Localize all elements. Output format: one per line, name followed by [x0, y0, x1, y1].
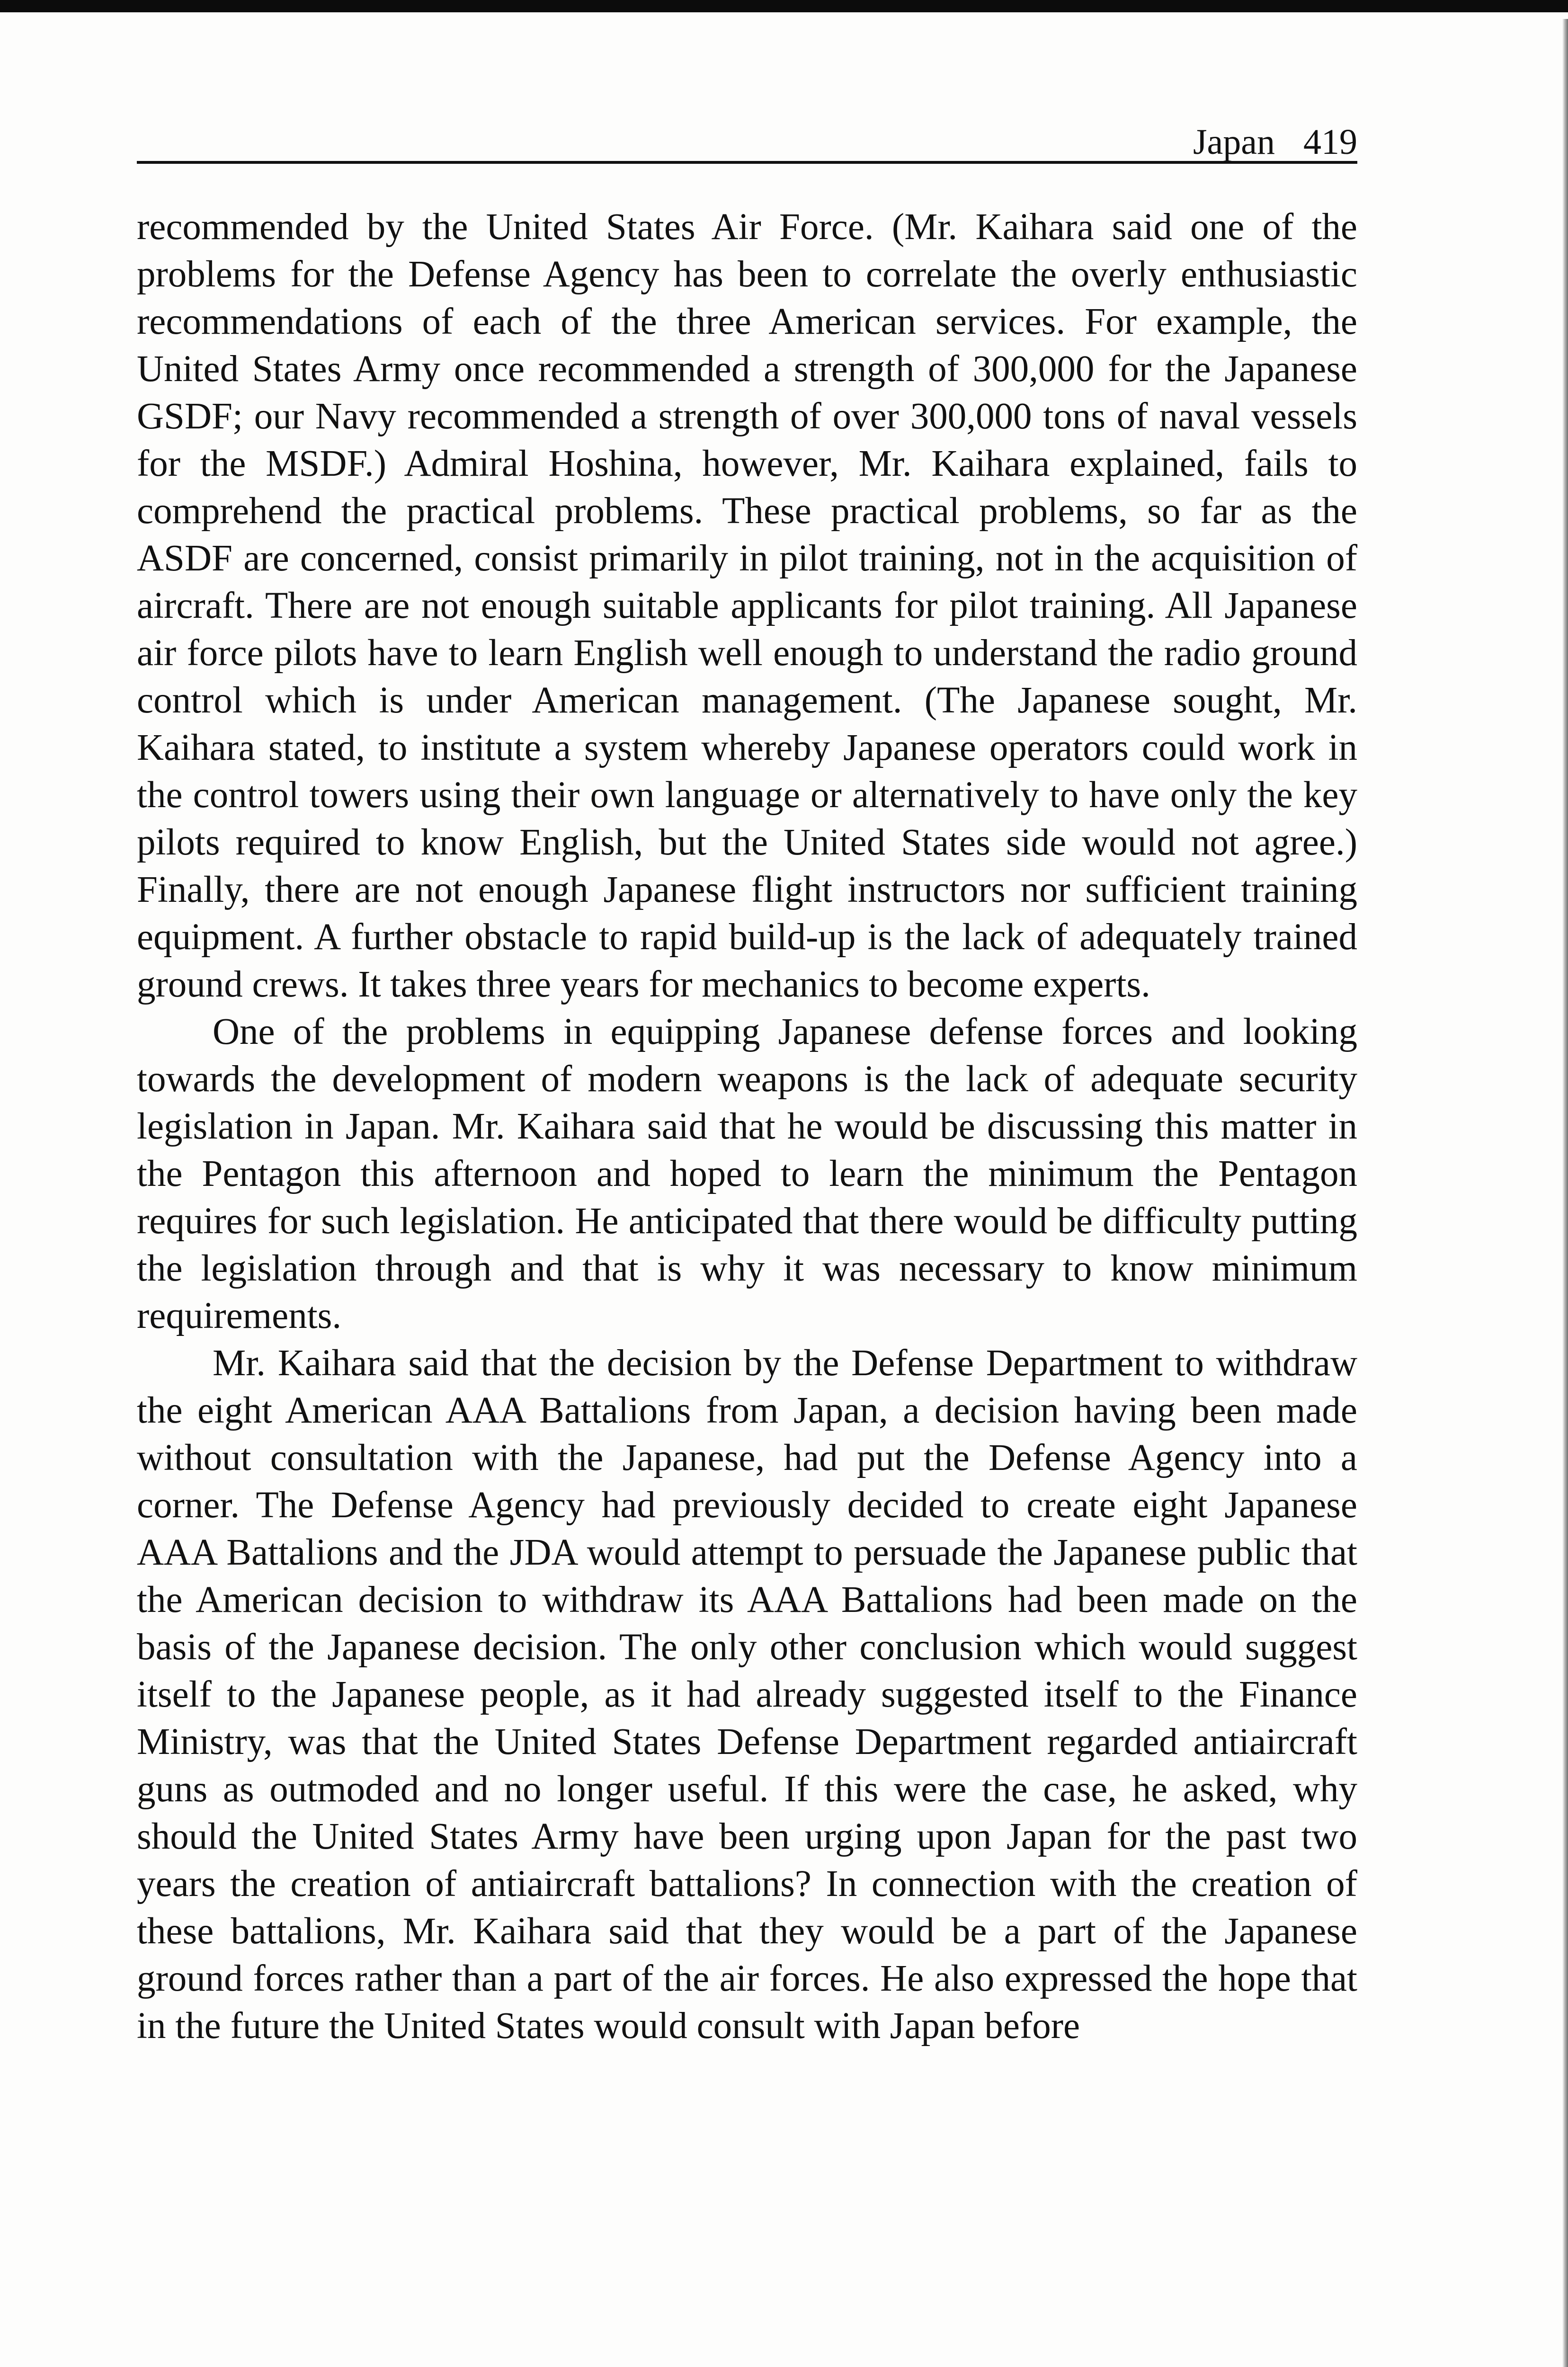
- body-text: [137, 204, 1357, 2050]
- paragraph-aaa-battalions: Mr. Kaihara said that the decision by the Defense Department to withdraw the eight American AAA Battalions from Japan, a decision having been made without consultation with the Japanese, had put the Defense Agency into a corner. The Defense Agency had previously decided to create eight Japanese AAA Battalions and the JDA would attempt to persuade the Japanese public that the American decision to withdraw its AAA Battalions had been made on the basis of the Japanese decision. The only other conclusion which would suggest itself to the Japanese people, as it had already suggested itself to the Finance Ministry, was that the United States Defense Department regarded antiaircraft guns as outmoded and no longer useful. If this were the case, he asked, why should the United States Army have been urging upon Japan for the past two years the creation of antiaircraft battalions? In connection with the creation of these battalions, Mr. Kaihara said that they would be a part of the Japanese ground forces rather than a part of the air forces. He also expressed the hope that in the future the United States would consult with Japan before: [137, 1343, 1357, 2047]
- page-header: [137, 114, 1357, 164]
- paragraph-security-legislation: One of the problems in equipping Japanese defense forces and looking towards the development of modern weapons is the lack of adequate security legislation in Japan. Mr. Kaihara said that he would be discussing this matter in the Pentagon this afternoon and hoped to learn the minimum the Pentagon requires for such legislation. He anticipated that there would be difficulty putting the legislation through and that is why it was necessary to know minimum requirements.: [137, 1011, 1357, 1336]
- running-head-title: Japan: [1193, 122, 1275, 162]
- running-head: [1193, 124, 1357, 160]
- scan-top-edge: [0, 0, 1568, 12]
- scan-right-edge: [1562, 19, 1568, 2367]
- paragraph-continued: recommended by the United States Air Force. (Mr. Kaihara said one of the problems for the Defense Agency has been to correlate the overly enthusiastic recommendations of each of the three American services. For example, the United States Army once recommended a strength of 300,000 for the Japanese GSDF; our Navy recommended a strength of over 300,000 tons of naval vessels for the MSDF.) Admiral Hoshina, however, Mr. Kaihara explained, fails to comprehend the practical problems. These practical problems, so far as the ASDF are concerned, consist primarily in pilot training, not in the acquisition of aircraft. There are not enough suitable applicants for pilot training. All Japanese air force pilots have to learn English well enough to understand the radio ground control which is under American management. (The Japanese sought, Mr. Kaihara stated, to institute a system whereby Japanese operators could work in the control towers using their own language or alternatively to have only the key pilots required to know English, but the United States side would not agree.) Finally, there are not enough Japanese flight instructors nor sufficient training equipment. A further obstacle to rapid build-up is the lack of adequately trained ground crews. It takes three years for mechanics to become experts.: [137, 206, 1357, 1005]
- page-number: 419: [1303, 122, 1357, 162]
